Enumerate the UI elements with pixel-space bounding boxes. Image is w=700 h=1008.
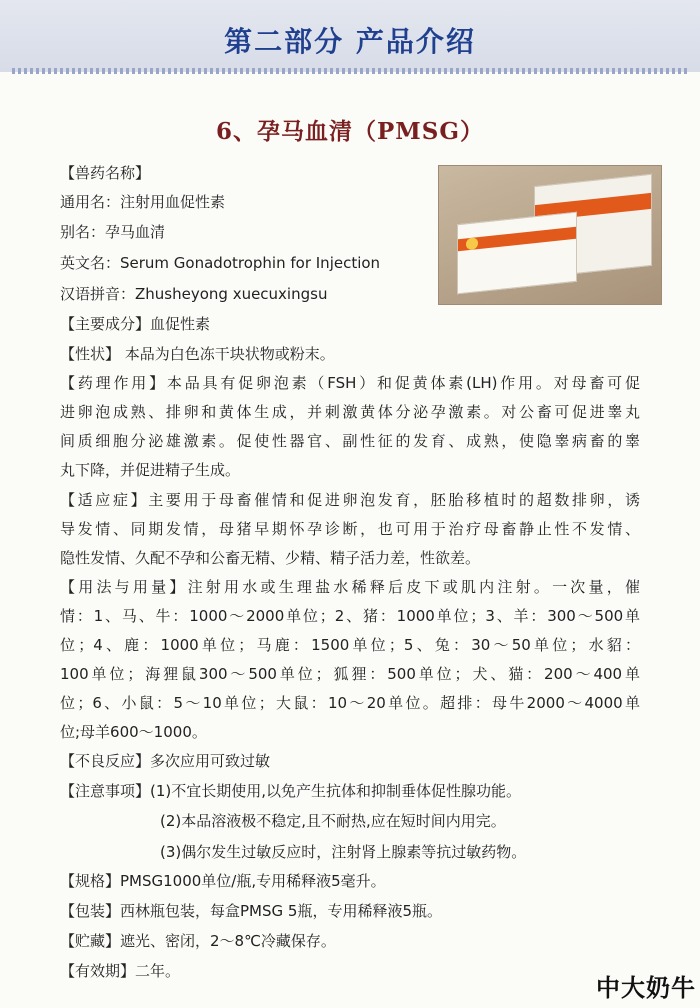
text-line: 【兽药名称】 [60,164,151,182]
watermark: 中大奶牛 [596,974,696,1002]
text-line: 【适应症】主要用于母畜催情和促进卵泡发育，胚胎移植时的超数排卵，诱 [60,491,640,509]
text-line: 汉语拼音：Zhusheyong xuecuxingsu [60,285,328,303]
text-line: 进卵泡成熟、排卵和黄体生成，并刺激黄体分泌孕激素。对公畜可促进睾丸 [60,403,640,421]
text-line: 【用法与用量】注射用水或生理盐水稀释后皮下或肌内注射。一次量，催 [60,578,640,596]
text-line: 位；4、鹿：1000单位；马鹿：1500单位；5、兔：30～50单位；水貂： [60,636,640,654]
text-line: 【药理作用】本品具有促卵泡素（FSH）和促黄体素(LH)作用。对母畜可促 [60,374,640,392]
product-box-front [457,212,577,295]
text-line: (2)本品溶液极不稳定,且不耐热,应在短时间内用完。 [160,812,506,830]
text-line: 【注意事项】(1)不宜长期使用,以免产生抗体和抑制垂体促性腺功能。 [60,782,522,800]
text-line: 【不良反应】多次应用可致过敏 [60,752,271,770]
text-line: 位；6、小鼠：5～10单位；大鼠：10～20单位。超排：母牛2000～4000单 [60,694,640,712]
text-line: 英文名：Serum Gonadotrophin for Injection [60,254,381,272]
section-title: 6、孕马血清（PMSG） [215,118,484,145]
text-line: 【性状】 本品为白色冻干块状物或粉末。 [60,345,335,363]
text-line: 丸下降，并促进精子生成。 [60,461,241,479]
text-line: 隐性发情、久配不孕和公畜无精、少精、精子活力差，性欲差。 [60,549,481,567]
header-divider [12,68,688,74]
text-line: 位;母羊600～1000。 [60,723,207,741]
text-line: 【有效期】二年。 [60,962,181,980]
text-line: 情：1、马、牛：1000～2000单位；2、猪：1000单位；3、羊：300～500单 [60,607,640,625]
page-header-title: 第二部分 产品介绍 [224,25,476,58]
text-line: 间质细胞分泌雄激素。促使性器官、副性征的发育、成熟，使隐睾病畜的睾 [60,432,640,450]
text-line: (3)偶尔发生过敏反应时，注射肾上腺素等抗过敏药物。 [160,843,527,861]
text-line: 【主要成分】血促性素 [60,315,211,333]
text-line: 【规格】PMSG1000单位/瓶,专用稀释液5毫升。 [60,872,386,890]
text-line: 通用名：注射用血促性素 [60,193,226,211]
product-box-photo [438,165,662,305]
text-line: 【包装】西林瓶包装，每盒PMSG 5瓶，专用稀释液5瓶。 [60,902,442,920]
text-line: 【贮藏】遮光、密闭，2～8℃冷藏保存。 [60,932,336,950]
text-line: 100单位；海狸鼠300～500单位；狐狸：500单位；犬、猫：200～400单 [60,665,640,683]
text-line: 导发情、同期发情，母猪早期怀孕诊断，也可用于治疗母畜静止性不发情、 [60,520,640,538]
text-line: 别名：孕马血清 [60,223,166,241]
